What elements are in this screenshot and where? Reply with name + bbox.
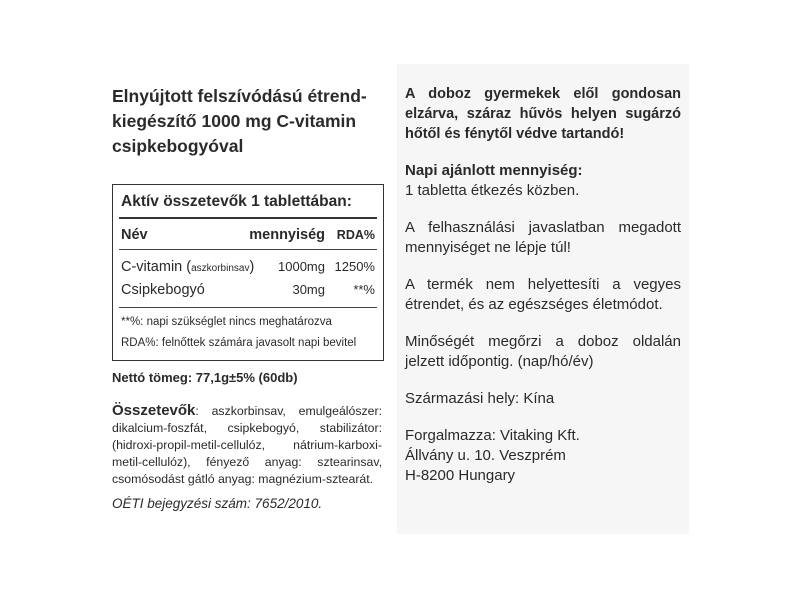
active-ingredients-table xyxy=(112,184,384,361)
best-before: Minőségét megőrzi a doboz oldalán jelzett időpontig. (nap/hó/év) xyxy=(405,333,681,370)
header-name: Név xyxy=(121,227,148,243)
table-header-row xyxy=(113,219,383,249)
ingredients-label: Összetevők xyxy=(112,402,196,419)
ingredients-list xyxy=(112,402,382,488)
dose-label: Napi ajánlott mennyiség: xyxy=(405,162,583,179)
table-body xyxy=(113,250,383,307)
row-amount: 30mg xyxy=(292,282,325,297)
distributor-line: Állvány u. 10. Veszprém xyxy=(405,447,566,464)
distributor-line: Forgalmazza: Vitaking Kft. xyxy=(405,427,580,444)
header-amount: mennyiség xyxy=(249,227,325,243)
row-amount: 1000mg xyxy=(278,259,325,274)
dose-text: 1 tabletta étkezés közben. xyxy=(405,182,580,199)
row-rda: 1250% xyxy=(334,259,375,274)
product-title xyxy=(112,84,390,159)
table-notes xyxy=(113,308,383,360)
title-line: Elnyújtott felszívódású étrend- xyxy=(112,86,367,106)
table-row xyxy=(113,256,383,279)
left-column xyxy=(112,84,390,511)
storage-warning: A doboz gyermekek elől gondosan elzárva, száraz hűvös helyen sugárzó hőtől és fénytől védve tartandó! xyxy=(405,86,681,142)
ingredients-text: : aszkorbinsav, emulgeálószer: dikalcium-foszfát, csipkebogyó, stabilizátor: (hidroxi-propil-metil-cellulóz, nátrium-karboxi-metil-cellulóz), fényező anyag: sztearinsav, csomósodást gátló anyag: magnézium-sztearát. xyxy=(112,404,382,486)
distributor xyxy=(405,426,681,486)
title-line: csipkebogyóval xyxy=(112,136,244,156)
net-weight: Nettó tömeg: 77,1g±5% (60db) xyxy=(112,370,298,385)
table-row xyxy=(113,279,383,301)
title-line: kiegészítő 1000 mg C-vitamin xyxy=(112,111,357,131)
origin: Származási hely: Kína xyxy=(405,390,555,407)
note-line: RDA%: felnőttek számára javasolt napi bevitel xyxy=(121,337,357,349)
dose-warning: A felhasználási javaslatban megadott mennyiséget ne lépje túl! xyxy=(405,219,681,256)
diet-notice: A termék nem helyettesíti a vegyes étrendet, és az egészséges életmódot. xyxy=(405,276,681,313)
note-line: **%: napi szükséglet nincs meghatározva xyxy=(121,316,332,328)
right-column xyxy=(405,84,681,503)
registration-number: OÉTI bejegyzési szám: 7652/2010. xyxy=(112,496,323,511)
row-name: C-vitamin (aszkorbinsav) xyxy=(121,259,255,275)
header-rda: RDA% xyxy=(336,228,375,242)
daily-dose xyxy=(405,161,681,201)
table-title: Aktív összetevők 1 tablettában: xyxy=(121,193,352,210)
row-name: Csipkebogyó xyxy=(121,282,205,298)
distributor-line: H-8200 Hungary xyxy=(405,467,516,484)
row-rda: **% xyxy=(353,282,375,297)
